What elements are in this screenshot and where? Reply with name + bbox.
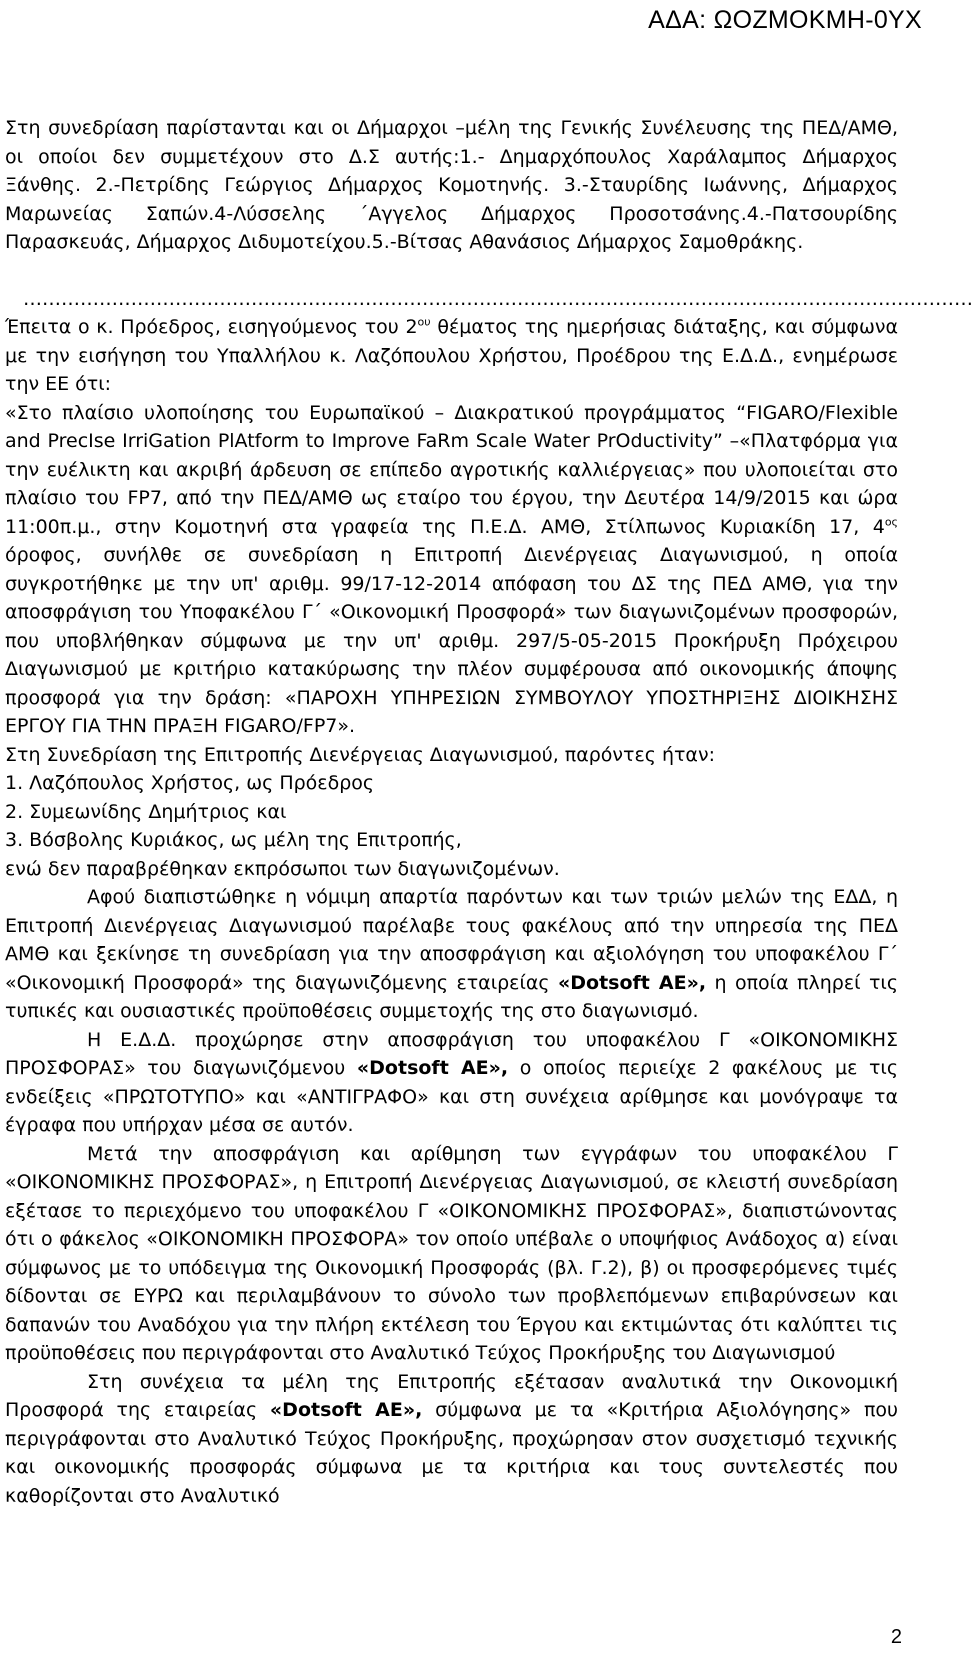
examination-paragraph: Μετά την αποσφράγιση και αρίθμηση των εγγράφων του υποφακέλου Γ «ΟΙΚΟΝΟΜΙΚΗΣ ΠΡΟΣΦΟΡΑΣ», η Επιτροπή Διενέργειας Διαγωνισμού, σε κλειστή συνεδρίαση εξέτασε το περιεχόμενο του υποφακέλου Γ «ΟΙΚΟΝΟΜΙΚΗΣ ΠΡΟΣΦΟΡΑΣ», διαπιστώνοντας ότι ο φάκελος «ΟΙΚΟΝΟΜΙΚΗ ΠΡΟΣΦΟΡΑ» τον οποίο υπέβαλε ο υποψήφιος Ανάδοχος α) είναι σύμφωνος με το υπόδειγμα της Οικονομική Προσφοράς (βλ. Γ.2), β) οι προσφερόμενες τιμές δίδονται σε ΕΥΡΩ και περιλαμβάνουν το σύνολο των προβλεπόμενων επιβαρύνσεων και δαπανών του Αναδόχου για την πλήρη εκτέλεση του Έργου και εκτιμώντας ότι καλύπτει τις προϋποθέσεις που περιγράφονται στο Αναλυτικό Τεύχος Προκήρυξης του Διαγωνισμού: [5, 1142, 898, 1364]
committee-member-3: 3. Βόσβολης Κυριάκος, ως μέλη της Επιτροπής,: [5, 829, 462, 851]
committee-member-1: 1. Λαζόπουλος Χρήστος, ως Πρόεδρος: [5, 772, 375, 794]
attendance-paragraph: Στη συνεδρίαση παρίστανται και οι Δήμαρχοι –μέλη της Γενικής Συνέλευσης της ΠΕΔ/ΑΜΘ, οι οποίοι δεν συμμετέχουν στο Δ.Σ αυτής:1.- Δημαρχόπουλος Χαράλαμπος Δήμαρχος Ξάνθης. 2.-Πετρίδης Γεώργιος Δήμαρχος Κομοτηνής. 3.-Σταυρίδης Ιωάννης, Δήμαρχος Μαρωνείας Σαπών.4-Λύσσελης ΄Αγγελος Δήμαρχος Προσοτσάνης.4.-Πατσουρίδης Παρασκευάς, Δήμαρχος Διδυμοτείχου.5.-Βίτσας Αθανάσιος Δήμαρχος Σαμοθράκης.: [5, 117, 898, 253]
dotted-separator: ……………………………………………………………………………………………………………………………………: [23, 287, 973, 310]
unsealing-paragraph: Η Ε.Δ.Δ. προχώρησε στην αποσφράγιση του υποφακέλου Γ «ΟΙΚΟΝΟΜΙΚΗΣ ΠΡΟΣΦΟΡΑΣ» του διαγωνιζόμενου «Dotsoft AE», ο οποίος περιείχε 2 φακέλους με τις ενδείξεις «ΠΡΩΤΟΤΥΠΟ» και «ΑΝΤΙΓΡΑΦΟ» και στη συνέχεια αρίθμησε και μονόγραψε τα έγραφα που υπήρχαν μέσα σε αυτόν.: [5, 1028, 899, 1136]
absent-representatives: ενώ δεν παραβρέθηκαν εκπρόσωποι των διαγωνιζομένων.: [5, 857, 560, 880]
quorum-paragraph: Αφού διαπιστώθηκε η νόμιμη απαρτία παρόντων και των τριών μελών της ΕΔΔ, η Επιτροπή Διενέργειας Διαγωνισμού παρέλαβε τους φακέλους από την υπηρεσία της ΠΕΔ ΑΜΘ και ξεκίνησε τη συνεδρίαση για την αποσφράγιση και αξιολόγηση του υποφακέλου Γ΄ «Οικονομική Προσφορά» της διαγωνιζόμενης εταιρείας «Dotsoft AE», η οποία πληρεί τις τυπικές και ουσιαστικές προϋποθέσεις συμμετοχής της στο διαγωνισμό.: [5, 886, 898, 1022]
committee-present-heading: Στη Συνεδρίαση της Επιτροπής Διενέργειας Διαγωνισμού, παρόντες ήταν:: [5, 743, 715, 766]
chairman-intro-paragraph: Έπειτα ο κ. Πρόεδρος, εισηγούμενος του $2^{o\upsilon}$ θέματος της ημερήσιας διάταξης, και σύμφωνα με την εισήγηση του Υπαλλήλου κ. Λαζόπουλου Χρήστου, Προέδρου της Ε.Δ.Δ., ενημέρωσε την ΕΕ ότι:: [5, 315, 898, 395]
ada-code: ΑΔΑ: ΩΟΖΜΟΚΜΗ-0ΥΧ: [648, 6, 922, 34]
evaluation-paragraph: Στη συνέχεια τα μέλη της Επιτροπής εξέτασαν αναλυτικά την Οικονομική Προσφορά της εταιρείας «Dotsoft AE», σύμφωνα με τα «Κριτήρια Αξιολόγησης» που περιγράφονται στο Αναλυτικό Τεύχος Προκήρυξης, προχώρησαν στον συσχετισμό τεχνικής και οικονομικής προσφοράς σύμφωνα με τα κριτήρια και τους συντελεστές που καθορίζονται στο Αναλυτικό: [5, 1370, 898, 1507]
figaro-paragraph: «Στο πλαίσιο υλοποίησης του Ευρωπαϊκού – Διακρατικού προγράμματος “FIGARO/Flexible and PrecIse IrriGation PlAtform to Improve FaRm Scale Water PrOductivity” –«Πλατφόρμα για την ευέλικτη και ακριβή άρδευση σε επίπεδο αγροτικής καλλιέργειας» που υλοποιείται στο πλαίσιο του FP7, από την ΠΕΔ/ΑΜΘ ως εταίρο του έργου, την Δευτέρα 14/9/2015 και ώρα 11:00π.μ., στην Κομοτηνή στα γραφεία της Π.Ε.Δ. ΑΜΘ, Στίλπωνος Κυριακίδη 17, $4^{o\varsigma}$ όροφος, συνήλθε σε συνεδρίαση η Επιτροπή Διενέργειας Διαγωνισμού, η οποία συγκροτήθηκε με την υπ' αριθμ. 99/17-12-2014 απόφαση του ΔΣ της ΠΕΔ ΑΜΘ, για την αποσφράγιση του Υποφακέλου Γ΄ «Οικονομική Προσφορά» των διαγωνιζομένων προσφορών, που υποβλήθηκαν σύμφωνα με την υπ' αριθμ. 297/5-05-2015 Προκήρυξη Πρόχειρου Διαγωνισμού με κριτήριο κατακύρωσης την πλέον συμφέρουσα από οικονομικής άποψης προσφορά για την δράση: «ΠΑΡΟΧΗ ΥΠΗΡΕΣΙΩΝ ΣΥΜΒΟΥΛΟΥ ΥΠΟΣΤΗΡΙΞΗΣ ΔΙΟΙΚΗΣΗΣ ΕΡΓΟΥ ΓΙΑ ΤΗΝ ΠΡΑΞΗ FIGARO/FP7».: [5, 401, 898, 737]
page-number: 2: [890, 1626, 902, 1648]
committee-member-2: 2. Συμεωνίδης Δημήτριος και: [5, 800, 287, 823]
document-body: [5, 114, 973, 1510]
